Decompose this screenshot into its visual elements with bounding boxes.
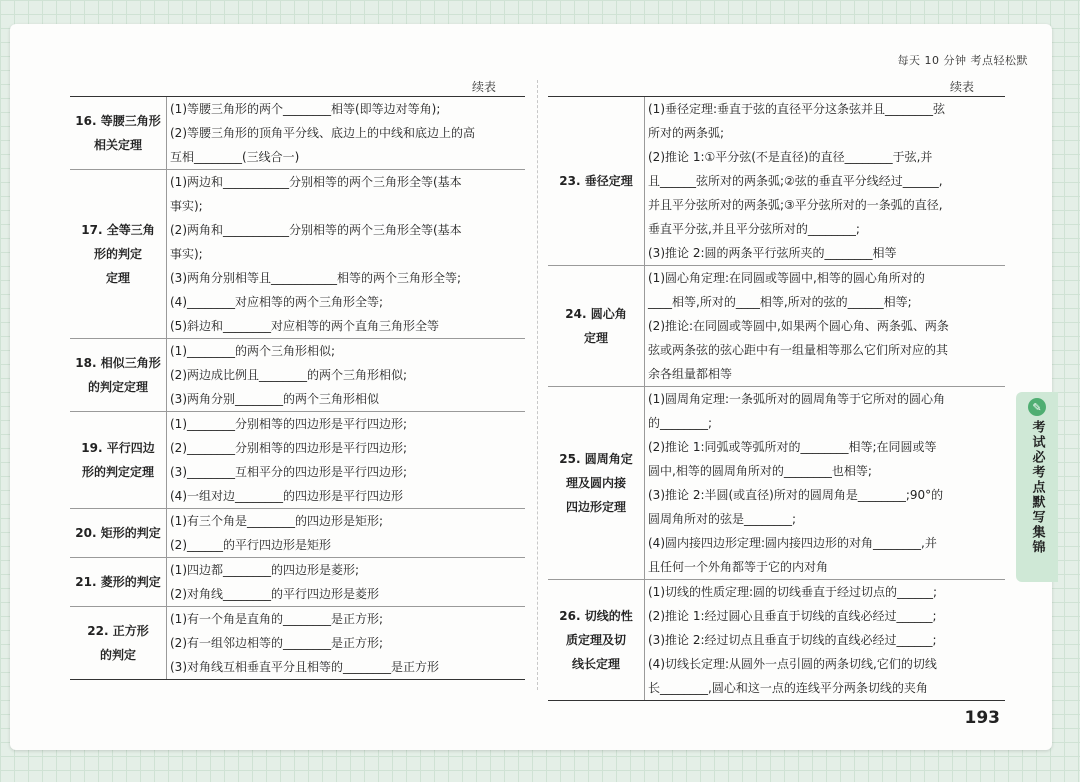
- theorem-text-line: 互相________(三线合一): [170, 150, 300, 164]
- theorem-text-line: (2)推论:在同圆或等圆中,如果两个圆心角、两条弧、两条: [648, 319, 949, 333]
- theorem-text-line: ____相等,所对的____相等,所对的弦的______相等;: [648, 295, 912, 309]
- theorem-content: [167, 509, 525, 557]
- theorem-text-line: (5)斜边和________对应相等的两个直角三角形全等: [170, 319, 439, 333]
- theorem-text-line: (1)________分别相等的四边形是平行四边形;: [170, 417, 408, 431]
- theorem-text-line: (3)推论 2:圆的两条平行弦所夹的________相等: [648, 246, 897, 260]
- side-tab-text: 考试必考点默写集锦: [1029, 420, 1045, 555]
- theorem-text-line: 且______弦所对的两条弧;②弦的垂直平分线经过______,: [648, 174, 943, 188]
- theorem-label: [70, 412, 167, 508]
- theorem-label: [548, 97, 645, 265]
- theorem-label-line: 定理: [583, 331, 608, 345]
- theorem-label: [548, 387, 645, 579]
- theorem-text-line: 的________;: [648, 416, 713, 430]
- table-row: [70, 509, 525, 558]
- theorem-content: [645, 387, 1005, 579]
- theorem-label-line: 理及圆内接: [565, 476, 626, 490]
- left-theorem-table: [70, 96, 525, 680]
- theorem-text-line: (4)圆内接四边形定理:圆内接四边形的对角________,并: [648, 536, 937, 550]
- theorem-content: [167, 339, 525, 411]
- theorem-text-line: 所对的两条弧;: [648, 126, 725, 140]
- theorem-text-line: (2)推论 1:同弧或等弧所对的________相等;在同圆或等: [648, 440, 937, 454]
- theorem-label-line: 22. 正方形: [87, 624, 149, 638]
- theorem-label-line: 的判定定理: [87, 380, 148, 394]
- theorem-text-line: (3)________互相平分的四边形是平行四边形;: [170, 465, 408, 479]
- theorem-text-line: 并且平分弦所对的两条弧;③平分弦所对的一条弧的直径,: [648, 198, 943, 212]
- theorem-text-line: (1)圆周角定理:一条弧所对的圆周角等于它所对的圆心角: [648, 392, 946, 406]
- theorem-text-line: (2)推论 1:①平分弦(不是直径)的直径________于弦,并: [648, 150, 933, 164]
- theorem-label: [70, 607, 167, 679]
- theorem-label-line: 线长定理: [571, 657, 620, 671]
- theorem-label-line: 相关定理: [93, 138, 142, 152]
- theorem-text-line: (1)垂径定理:垂直于弦的直径平分这条弦并且________弦: [648, 102, 946, 116]
- table-row: [548, 266, 1005, 387]
- theorem-text-line: (4)一组对边________的四边形是平行四边形: [170, 489, 403, 503]
- theorem-text-line: (3)推论 2:经过切点且垂直于切线的直线必经过______;: [648, 633, 937, 647]
- theorem-label: [70, 509, 167, 557]
- theorem-label-line: 形的判定定理: [81, 465, 154, 479]
- right-theorem-table: [548, 96, 1005, 701]
- theorem-label-line: 形的判定: [93, 247, 142, 261]
- theorem-label-line: 25. 圆周角定: [559, 452, 633, 466]
- theorem-label-line: 的判定: [99, 648, 136, 662]
- theorem-label-line: 24. 圆心角: [565, 307, 627, 321]
- table-row: [70, 97, 525, 170]
- theorem-label: [70, 558, 167, 606]
- theorem-text-line: 弦或两条弦的弦心距中有一组量相等那么它们所对应的其: [648, 343, 949, 357]
- page-header: 每天 10 分钟 考点轻松默: [897, 54, 1028, 67]
- column-divider: [537, 80, 538, 690]
- table-row: [548, 97, 1005, 266]
- theorem-text-line: 且任何一个外角都等于它的内对角: [648, 560, 829, 574]
- table-row: [70, 170, 525, 339]
- theorem-content: [167, 607, 525, 679]
- theorem-text-line: (1)有三个角是________的四边形是矩形;: [170, 514, 384, 528]
- theorem-content: [167, 412, 525, 508]
- theorem-content: [167, 170, 525, 338]
- theorem-label-line: 19. 平行四边: [81, 441, 155, 455]
- theorem-text-line: 长________,圆心和这一点的连线平分两条切线的夹角: [648, 681, 928, 695]
- theorem-label-line: 18. 相似三角形: [75, 356, 161, 370]
- theorem-text-line: (1)四边都________的四边形是菱形;: [170, 563, 360, 577]
- theorem-text-line: (2)有一组邻边相等的________是正方形;: [170, 636, 384, 650]
- theorem-label-line: 20. 矩形的判定: [75, 526, 161, 540]
- theorem-text-line: (3)两角分别相等且___________相等的两个三角形全等;: [170, 271, 462, 285]
- theorem-text-line: 圆中,相等的圆周角所对的________也相等;: [648, 464, 872, 478]
- theorem-label-line: 21. 菱形的判定: [75, 575, 161, 589]
- theorem-label-line: 23. 垂径定理: [559, 174, 633, 188]
- theorem-text-line: (1)两边和___________分别相等的两个三角形全等(基本: [170, 175, 462, 189]
- theorem-label-line: 四边形定理: [565, 500, 626, 514]
- theorem-text-line: (4)切线长定理:从圆外一点引圆的两条切线,它们的切线: [648, 657, 937, 671]
- book-icon: ✎: [1028, 398, 1046, 416]
- theorem-text-line: 垂直平分弦,并且平分弦所对的________;: [648, 222, 860, 236]
- theorem-label-line: 质定理及切: [565, 633, 626, 647]
- table-row: [70, 558, 525, 607]
- theorem-label: [548, 580, 645, 700]
- theorem-text-line: (2)对角线________的平行四边形是菱形: [170, 587, 379, 601]
- page-number: 193: [964, 708, 1000, 728]
- table-row: [70, 339, 525, 412]
- continued-label-right: 续表: [950, 80, 975, 94]
- theorem-text-line: (2)等腰三角形的顶角平分线、底边上的中线和底边上的高: [170, 126, 476, 140]
- theorem-label: [70, 170, 167, 338]
- theorem-text-line: (1)有一个角是直角的________是正方形;: [170, 612, 384, 626]
- theorem-text-line: 事实);: [170, 247, 203, 261]
- theorem-label-line: 16. 等腰三角形: [75, 114, 161, 128]
- theorem-text-line: (2)两角和___________分别相等的两个三角形全等(基本: [170, 223, 462, 237]
- theorem-label: [70, 339, 167, 411]
- theorem-text-line: (2)________分别相等的四边形是平行四边形;: [170, 441, 408, 455]
- theorem-content: [645, 580, 1005, 700]
- theorem-text-line: (3)推论 2:半圆(或直径)所对的圆周角是________;90°的: [648, 488, 944, 502]
- theorem-label-line: 17. 全等三角: [81, 223, 155, 237]
- theorem-text-line: (1)等腰三角形的两个________相等(即等边对等角);: [170, 102, 441, 116]
- continued-label-left: 续表: [472, 80, 497, 94]
- theorem-text-line: (3)对角线互相垂直平分且相等的________是正方形: [170, 660, 439, 674]
- table-row: [70, 607, 525, 679]
- theorem-content: [645, 97, 1005, 265]
- theorem-text-line: (4)________对应相等的两个三角形全等;: [170, 295, 384, 309]
- theorem-content: [167, 97, 525, 169]
- table-row: [548, 580, 1005, 700]
- theorem-text-line: (2)两边成比例且________的两个三角形相似;: [170, 368, 408, 382]
- theorem-text-line: (2)推论 1:经过圆心且垂直于切线的直线必经过______;: [648, 609, 937, 623]
- theorem-text-line: 圆周角所对的弦是________;: [648, 512, 797, 526]
- theorem-text-line: (1)切线的性质定理:圆的切线垂直于经过切点的______;: [648, 585, 938, 599]
- table-row: [70, 412, 525, 509]
- theorem-text-line: 事实);: [170, 199, 203, 213]
- theorem-label-line: 定理: [105, 271, 130, 285]
- theorem-text-line: (1)________的两个三角形相似;: [170, 344, 336, 358]
- theorem-label-line: 26. 切线的性: [559, 609, 633, 623]
- theorem-text-line: (2)______的平行四边形是矩形: [170, 538, 331, 552]
- theorem-label: [548, 266, 645, 386]
- theorem-text-line: (1)圆心角定理:在同圆或等圆中,相等的圆心角所对的: [648, 271, 925, 285]
- side-tab: [1016, 392, 1058, 582]
- table-row: [548, 387, 1005, 580]
- theorem-text-line: 余各组量都相等: [648, 367, 733, 381]
- theorem-content: [167, 558, 525, 606]
- theorem-content: [645, 266, 1005, 386]
- theorem-text-line: (3)两角分别________的两个三角形相似: [170, 392, 379, 406]
- theorem-label: [70, 97, 167, 169]
